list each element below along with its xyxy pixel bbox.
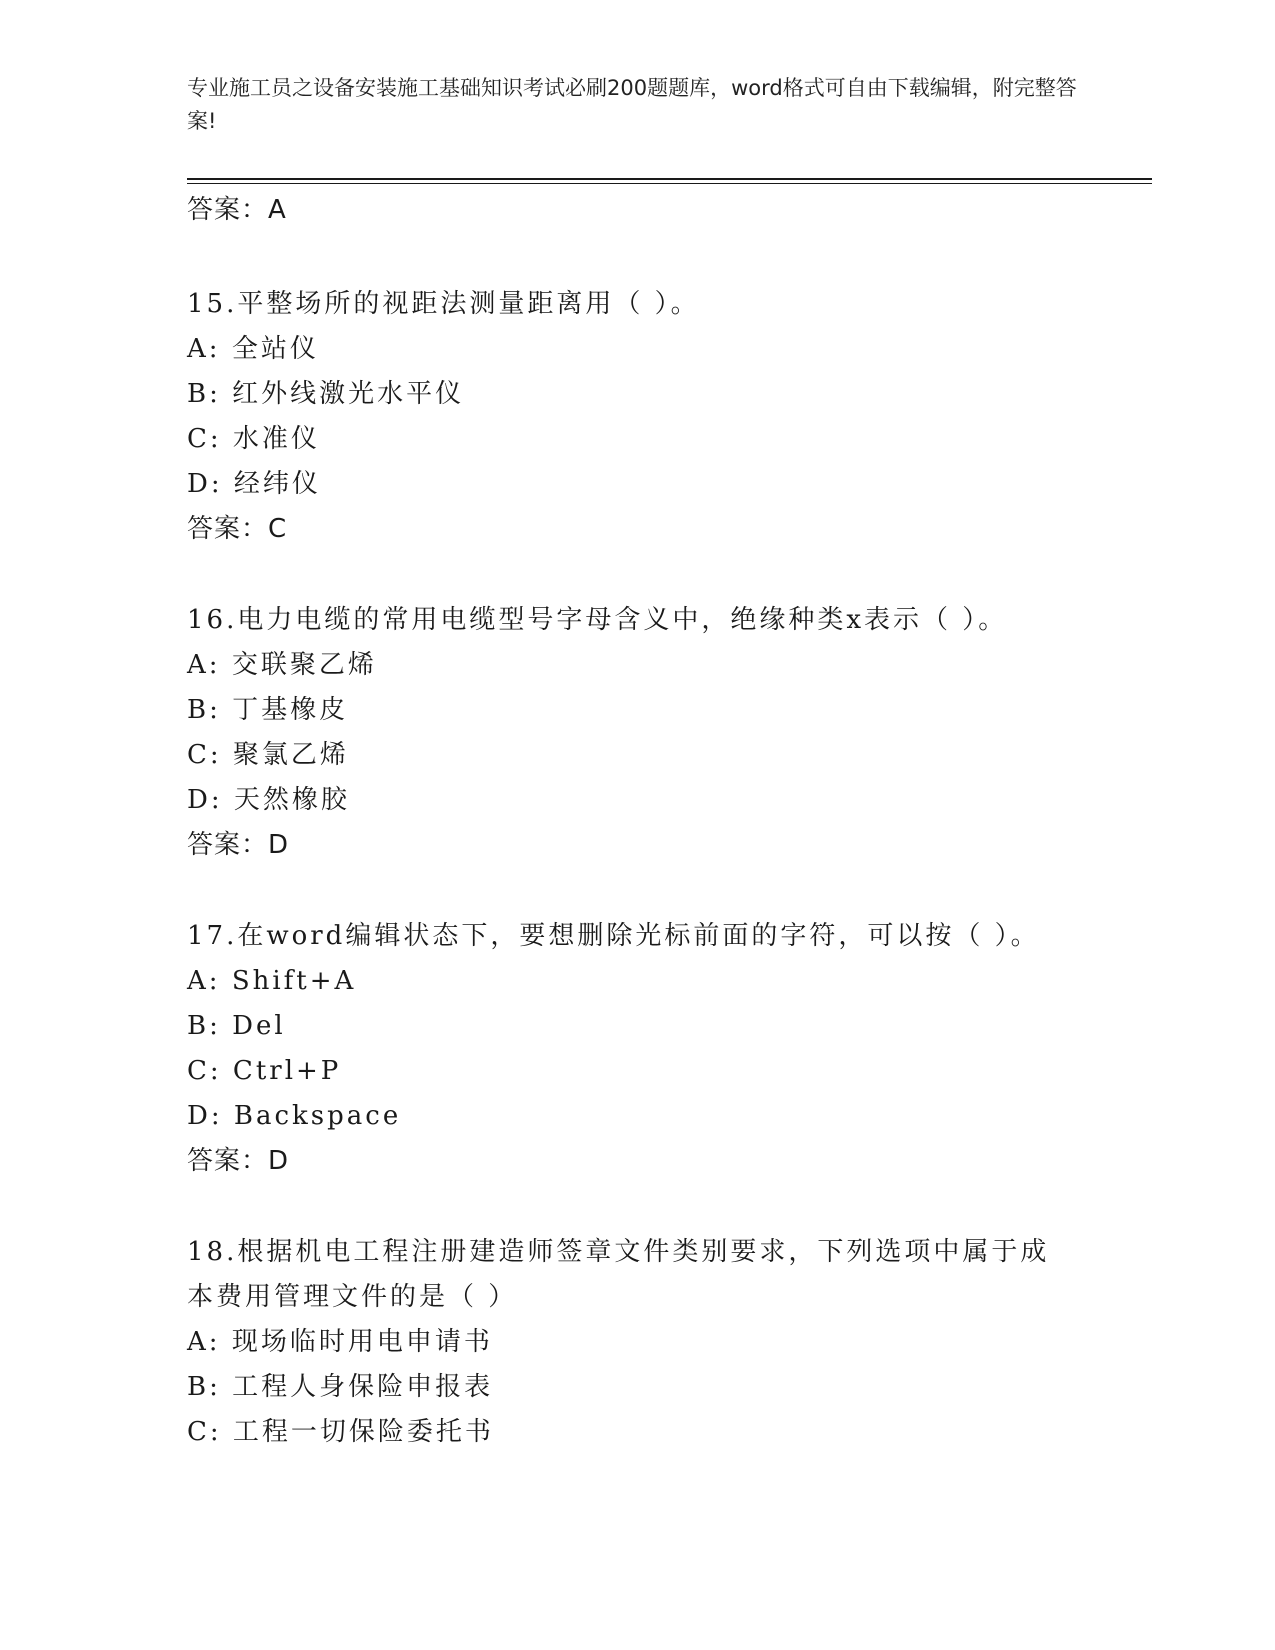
question-list [187,282,1187,1501]
option-text: 红外线激光水平仪 [232,379,465,409]
option-text: 工程一切保险委托书 [232,1417,494,1447]
option-key: C: [187,424,222,454]
option-text: Del [232,1011,286,1041]
option-key: C: [187,1417,222,1447]
option-a [187,327,1187,372]
option-d [187,778,1187,823]
option-key: B: [187,695,221,725]
option-text: 全站仪 [231,334,319,364]
answer-line: 答案：D [187,830,290,860]
option-key: A: [187,966,221,996]
option-text: 水准仪 [232,424,320,454]
answer-line: 答案：D [187,1146,290,1176]
option-text: 工程人身保险申报表 [232,1372,494,1402]
option-b [187,688,1187,733]
option-key: C: [187,1056,222,1086]
previous-question-answer: 答案：A [187,195,287,225]
question-block [187,598,1187,868]
option-c [187,1049,1187,1094]
option-key: B: [187,1372,221,1402]
option-key: B: [187,379,221,409]
option-key: A: [187,650,221,680]
question-block [187,1230,1187,1455]
option-text: 交联聚乙烯 [231,650,377,680]
option-text: Backspace [233,1101,402,1131]
option-text: 丁基橡皮 [232,695,349,725]
question-text: 18.根据机电工程注册建造师签章文件类别要求，下列选项中属于成本费用管理文件的是（ ） [187,1237,1050,1312]
header-rule-thick [187,178,1152,180]
question-text: 15.平整场所的视距法测量距离用（ ）。 [187,289,700,319]
header-rule-thin [187,183,1152,184]
option-key: A: [187,1327,221,1357]
option-d [187,1094,1187,1139]
option-key: C: [187,740,222,770]
option-text: 经纬仪 [233,469,321,499]
option-text: Ctrl+P [232,1056,342,1086]
option-b [187,1004,1187,1049]
option-d [187,462,1187,507]
option-key: D: [187,1101,223,1131]
option-text: 现场临时用电申请书 [231,1327,493,1357]
option-key: B: [187,1011,221,1041]
option-b [187,372,1187,417]
option-c [187,733,1187,778]
option-key: A: [187,334,221,364]
option-key: D: [187,469,223,499]
option-a [187,959,1187,1004]
option-b [187,1365,1187,1410]
question-block [187,914,1187,1184]
option-key: D: [187,785,223,815]
question-text: 16.电力电缆的常用电缆型号字母含义中，绝缘种类x表示（ ）。 [187,605,1008,635]
option-a [187,643,1187,688]
option-text: Shift+A [231,966,357,996]
option-c [187,417,1187,462]
question-text: 17.在word编辑状态下，要想删除光标前面的字符，可以按（ ）。 [187,921,1040,951]
option-text: 天然橡胶 [233,785,350,815]
option-text: 聚氯乙烯 [232,740,349,770]
question-block [187,282,1187,552]
option-a [187,1320,1187,1365]
document-header: 专业施工员之设备安装施工基础知识考试必刷200题题库，word格式可自由下载编辑，附完整答案! [187,76,1077,133]
option-c [187,1410,1187,1455]
answer-line: 答案：C [187,514,288,544]
